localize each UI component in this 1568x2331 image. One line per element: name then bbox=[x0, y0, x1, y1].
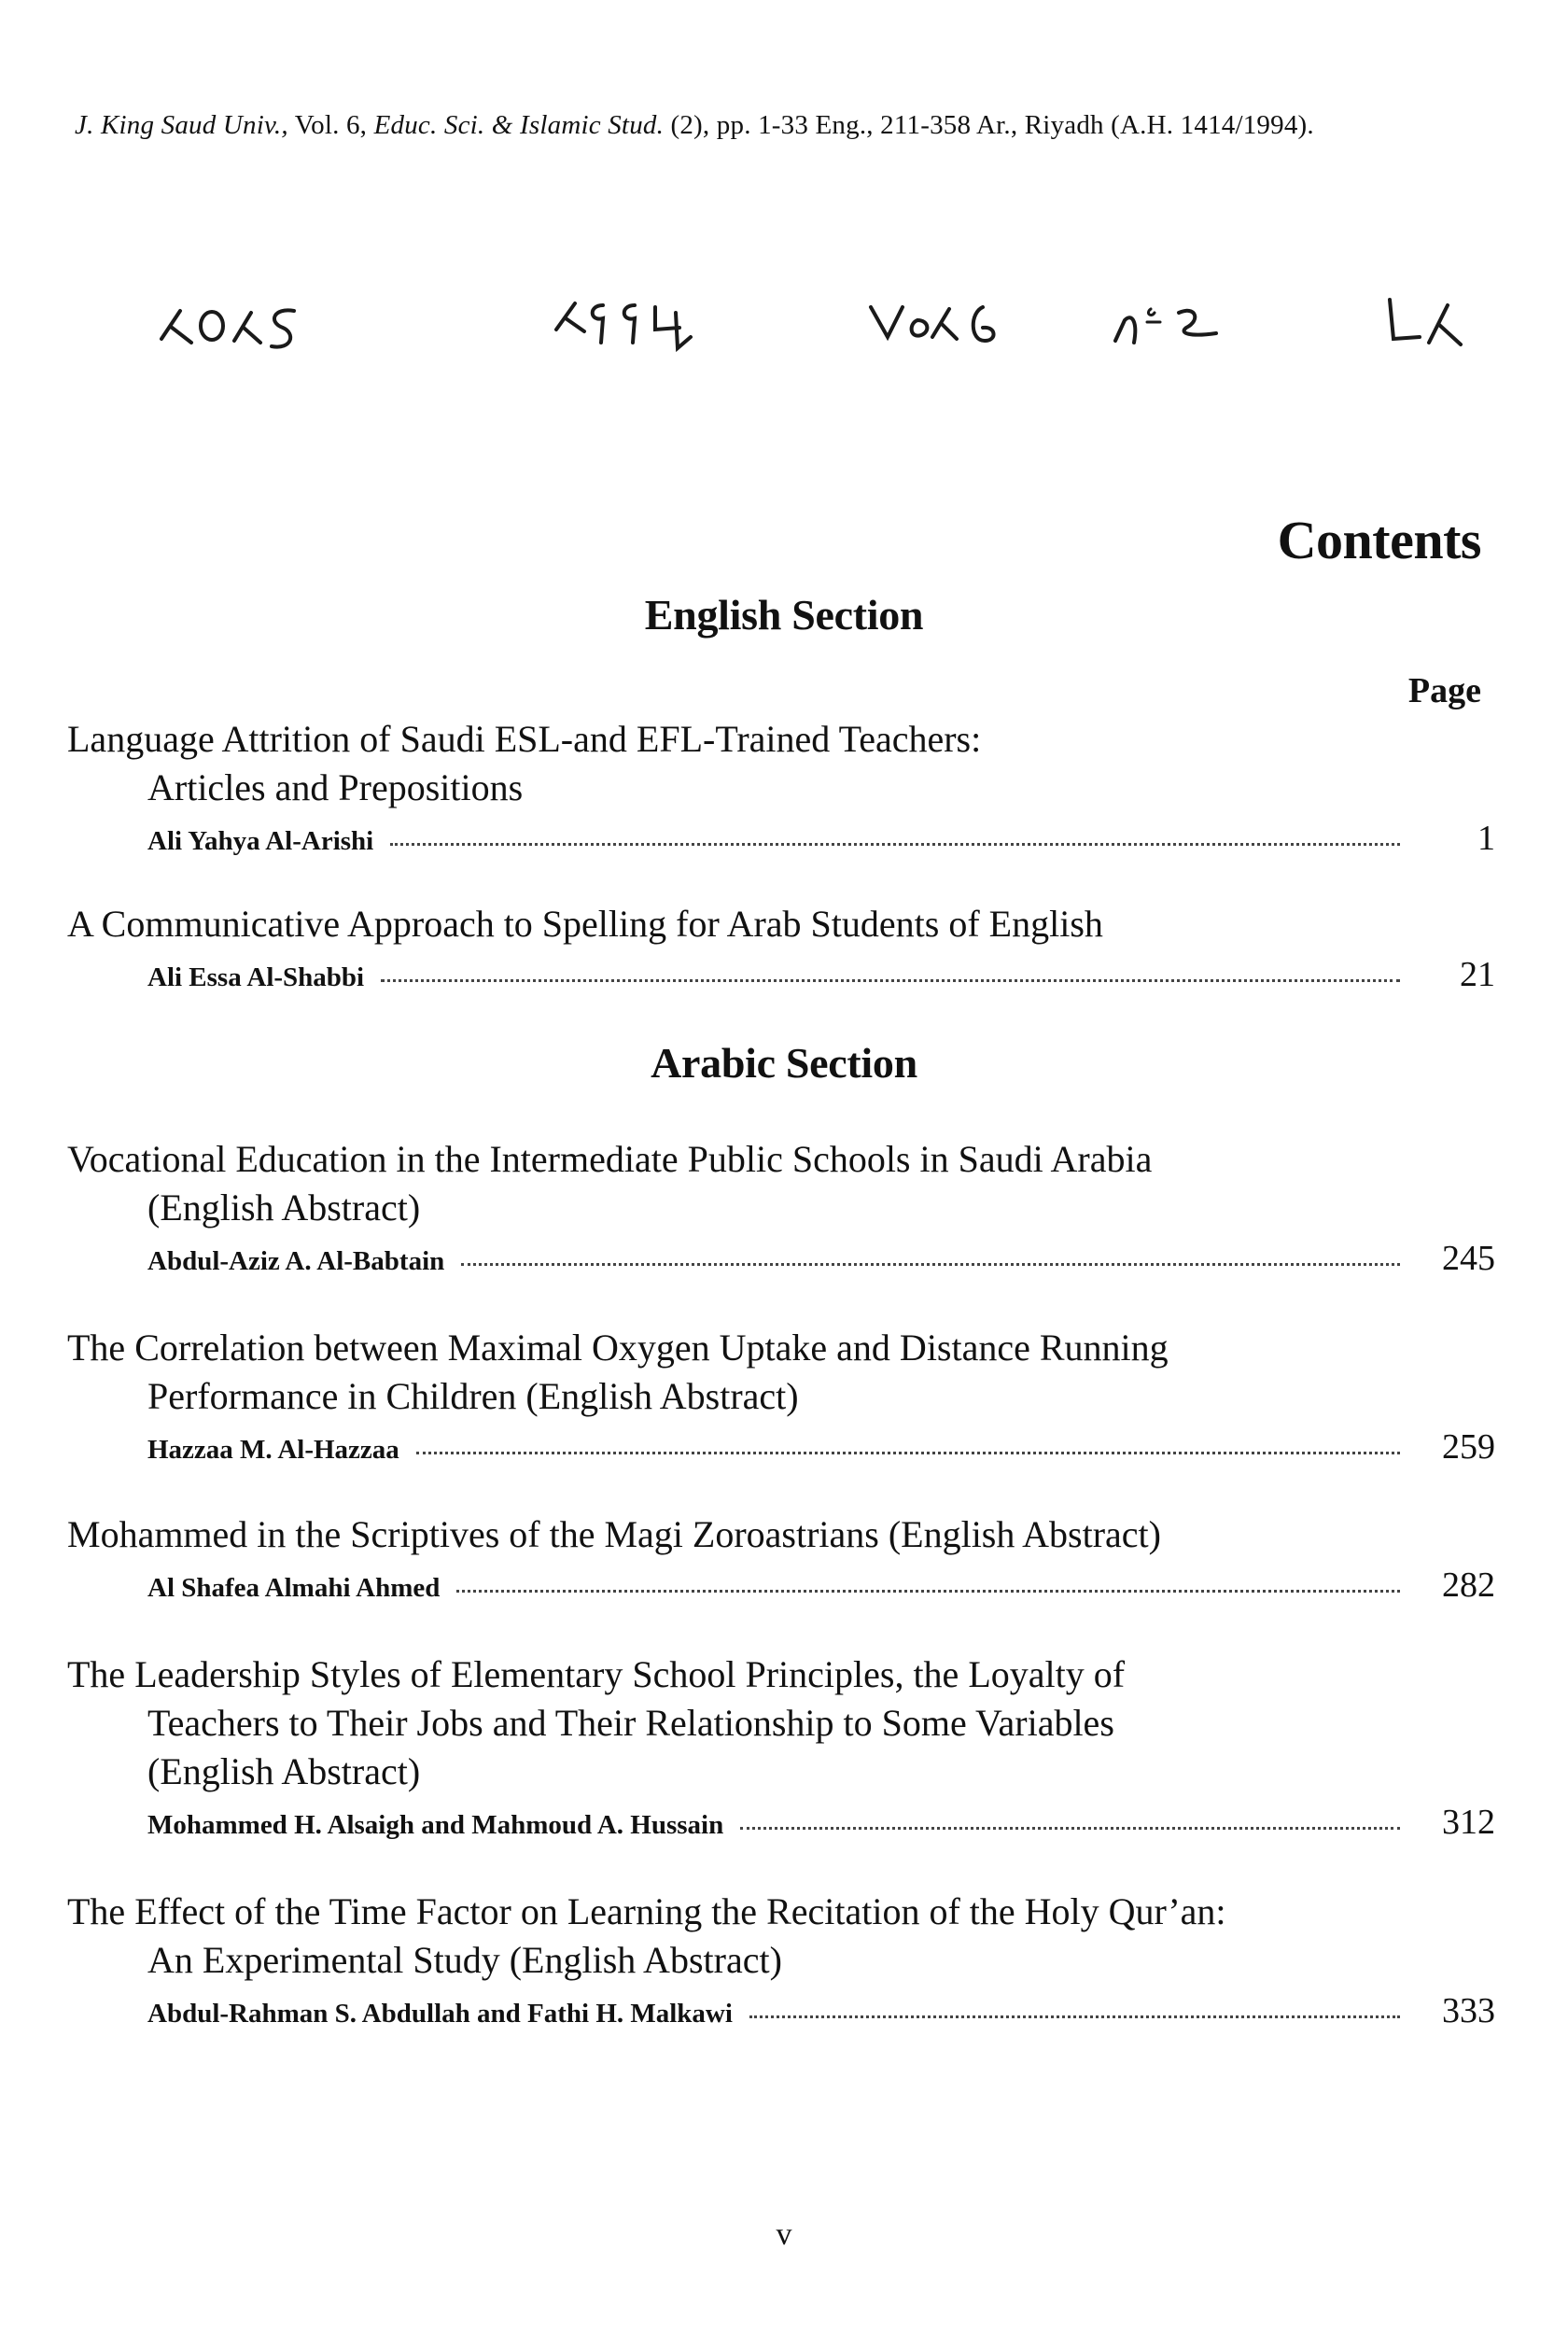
dot-leader bbox=[749, 2012, 1400, 2018]
handwritten-shelf-note bbox=[0, 285, 1568, 369]
toc-entry bbox=[67, 1135, 1495, 1279]
page-folio: v bbox=[776, 2217, 792, 2252]
entry-title: Mohammed in the Scriptives of the Magi Zoroastrians (English Abstract) bbox=[67, 1513, 1161, 1555]
dot-leader bbox=[456, 1586, 1400, 1593]
entry-author: Abdul-Aziz A. Al-Babtain bbox=[147, 1246, 445, 1276]
entry-author: Hazzaa M. Al-Hazzaa bbox=[147, 1435, 399, 1465]
entry-page-number: 245 bbox=[1442, 1239, 1495, 1278]
entry-title: Language Attrition of Saudi ESL-and EFL-Trained Teachers: bbox=[67, 718, 982, 760]
page-column-label: Page bbox=[1407, 671, 1481, 710]
handwritten-note-letters bbox=[1377, 285, 1489, 369]
entry-title: Vocational Education in the Intermediate Public Schools in Saudi Arabia bbox=[67, 1138, 1153, 1180]
toc-entry bbox=[67, 1324, 1495, 1467]
entry-author-line bbox=[67, 1238, 1495, 1279]
entry-author: Al Shafea Almahi Ahmed bbox=[147, 1573, 441, 1603]
handwritten-note-1015 bbox=[154, 285, 313, 369]
toc-entry bbox=[67, 1650, 1495, 1843]
entry-title: The Effect of the Time Factor on Learning the Recitation of the Holy Qur’an: bbox=[67, 1890, 1226, 1932]
dot-leader bbox=[740, 1823, 1400, 1830]
entry-author-line bbox=[67, 818, 1495, 859]
handwritten-note-volume bbox=[863, 285, 1022, 369]
journal-name: J. King Saud Univ., bbox=[75, 110, 288, 140]
entry-title-continued: Articles and Prepositions bbox=[147, 766, 524, 808]
journal-pages-place-date: (2), pp. 1-33 Eng., 211-358 Ar., Riyadh (A.H. 1414/1994). bbox=[664, 110, 1314, 140]
journal-citation-header bbox=[75, 110, 1512, 141]
entry-page-number: 259 bbox=[1442, 1427, 1495, 1467]
english-section-heading: English Section bbox=[644, 591, 924, 639]
dot-leader bbox=[461, 1259, 1400, 1266]
entry-page-number: 21 bbox=[1460, 955, 1495, 994]
journal-volume: Vol. 6, bbox=[287, 110, 374, 140]
entry-author-line bbox=[67, 954, 1495, 995]
entry-author-line bbox=[67, 1565, 1495, 1606]
entry-author-line bbox=[67, 1990, 1495, 2031]
toc-entry bbox=[67, 1510, 1495, 1606]
entry-title: A Communicative Approach to Spelling for Arab Students of English bbox=[67, 903, 1103, 945]
entry-author: Ali Yahya Al-Arishi bbox=[147, 826, 374, 856]
entry-title: The Leadership Styles of Elementary School Principles, the Loyalty of bbox=[67, 1653, 1126, 1695]
entry-author: Ali Essa Al-Shabbi bbox=[147, 962, 365, 992]
entry-title-continued: (English Abstract) bbox=[147, 1187, 421, 1229]
entry-author: Mohammed H. Alsaigh and Mahmoud A. Hussain bbox=[147, 1810, 724, 1840]
entry-author: Abdul-Rahman S. Abdullah and Fathi H. Malkawi bbox=[147, 1999, 733, 2029]
entry-page-number: 312 bbox=[1442, 1803, 1495, 1842]
entry-title-continued: Performance in Children (English Abstract) bbox=[147, 1375, 799, 1417]
arabic-section-heading: Arabic Section bbox=[651, 1039, 917, 1087]
toc-entry bbox=[67, 715, 1495, 859]
entry-title-continued: An Experimental Study (English Abstract) bbox=[147, 1939, 782, 1981]
entry-author-line bbox=[67, 1426, 1495, 1467]
toc-entry bbox=[67, 900, 1495, 995]
entry-page-number: 282 bbox=[1442, 1566, 1495, 1605]
contents-heading: Contents bbox=[1277, 510, 1481, 570]
entry-title-continued: Teachers to Their Jobs and Their Relationship to Some Variables bbox=[147, 1702, 1114, 1744]
dot-leader bbox=[416, 1448, 1400, 1454]
entry-title: The Correlation between Maximal Oxygen Uptake and Distance Running bbox=[67, 1327, 1169, 1369]
entry-author-line bbox=[67, 1802, 1495, 1843]
toc-entry bbox=[67, 1888, 1495, 2031]
journal-series: Educ. Sci. & Islamic Stud. bbox=[373, 110, 665, 140]
entry-page-number: 333 bbox=[1442, 1991, 1495, 2030]
dot-leader bbox=[390, 839, 1400, 846]
handwritten-note-1994 bbox=[551, 285, 709, 369]
handwritten-note-number bbox=[1106, 285, 1265, 369]
entry-page-number: 1 bbox=[1477, 819, 1495, 858]
dot-leader bbox=[381, 976, 1400, 982]
entry-title-continued: (English Abstract) bbox=[147, 1750, 421, 1792]
